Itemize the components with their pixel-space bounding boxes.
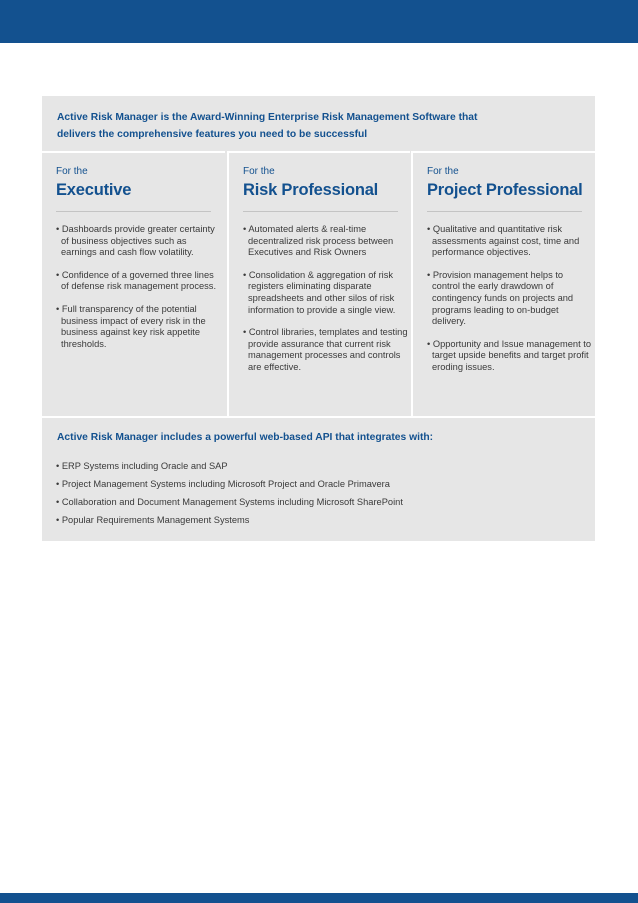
list-item: • Project Management Systems including Microsoft Project and Oracle Primavera	[56, 479, 576, 490]
list-item: • Provision management helps to control the early drawdown of contingency funds on projects and programs leading to on-budget delivery.	[427, 270, 592, 328]
list-item: • Qualitative and quantitative risk assessments against cost, time and performance objectives.	[427, 224, 592, 259]
list-item: • Full transparency of the potential business impact of every risk in the business against key risk appetite thresholds.	[56, 304, 221, 350]
features-panel	[42, 96, 595, 541]
list-item: • ERP Systems including Oracle and SAP	[56, 461, 576, 472]
list-item: • Confidence of a governed three lines of defense risk management process.	[56, 270, 221, 293]
list-item: • Automated alerts & real-time decentralized risk process between Executives and Risk Owners	[243, 224, 408, 259]
api-section	[42, 416, 595, 541]
column-executive	[42, 151, 225, 416]
column-title: Risk Professional	[243, 181, 379, 199]
header-bar	[0, 0, 638, 43]
for-the-label: For the	[243, 166, 275, 177]
list-item: • Dashboards provide greater certainty of business objectives such as earnings and cash flow volatility.	[56, 224, 221, 259]
footer-bar	[0, 893, 638, 903]
audience-columns	[42, 151, 595, 416]
column-risk-professional	[227, 151, 410, 416]
column-title: Project Professional	[427, 181, 583, 199]
intro-line-2: delivers the comprehensive features you need to be successful	[57, 129, 368, 140]
list-item: • Popular Requirements Management Systems	[56, 515, 576, 526]
divider	[243, 211, 398, 212]
divider	[56, 211, 211, 212]
divider	[427, 211, 582, 212]
column-project-professional	[411, 151, 595, 416]
for-the-label: For the	[427, 166, 459, 177]
bullet-list	[56, 224, 221, 361]
list-item: • Opportunity and Issue management to target upside benefits and target profit eroding issues.	[427, 339, 592, 374]
bullet-list	[243, 224, 408, 385]
list-item: • Control libraries, templates and testing provide assurance that current risk management processes and controls are effective.	[243, 327, 408, 373]
intro-text	[57, 109, 577, 143]
api-title: Active Risk Manager includes a powerful web-based API that integrates with:	[57, 432, 434, 443]
for-the-label: For the	[56, 166, 88, 177]
list-item: • Consolidation & aggregation of risk registers eliminating disparate spreadsheets and other silos of risk information to provide a single view.	[243, 270, 408, 316]
bullet-list	[427, 224, 592, 385]
integration-list	[56, 461, 576, 533]
column-title: Executive	[56, 181, 132, 199]
intro-line-1: Active Risk Manager is the Award-Winning Enterprise Risk Management Software that	[57, 112, 478, 123]
list-item: • Collaboration and Document Management Systems including Microsoft SharePoint	[56, 497, 576, 508]
